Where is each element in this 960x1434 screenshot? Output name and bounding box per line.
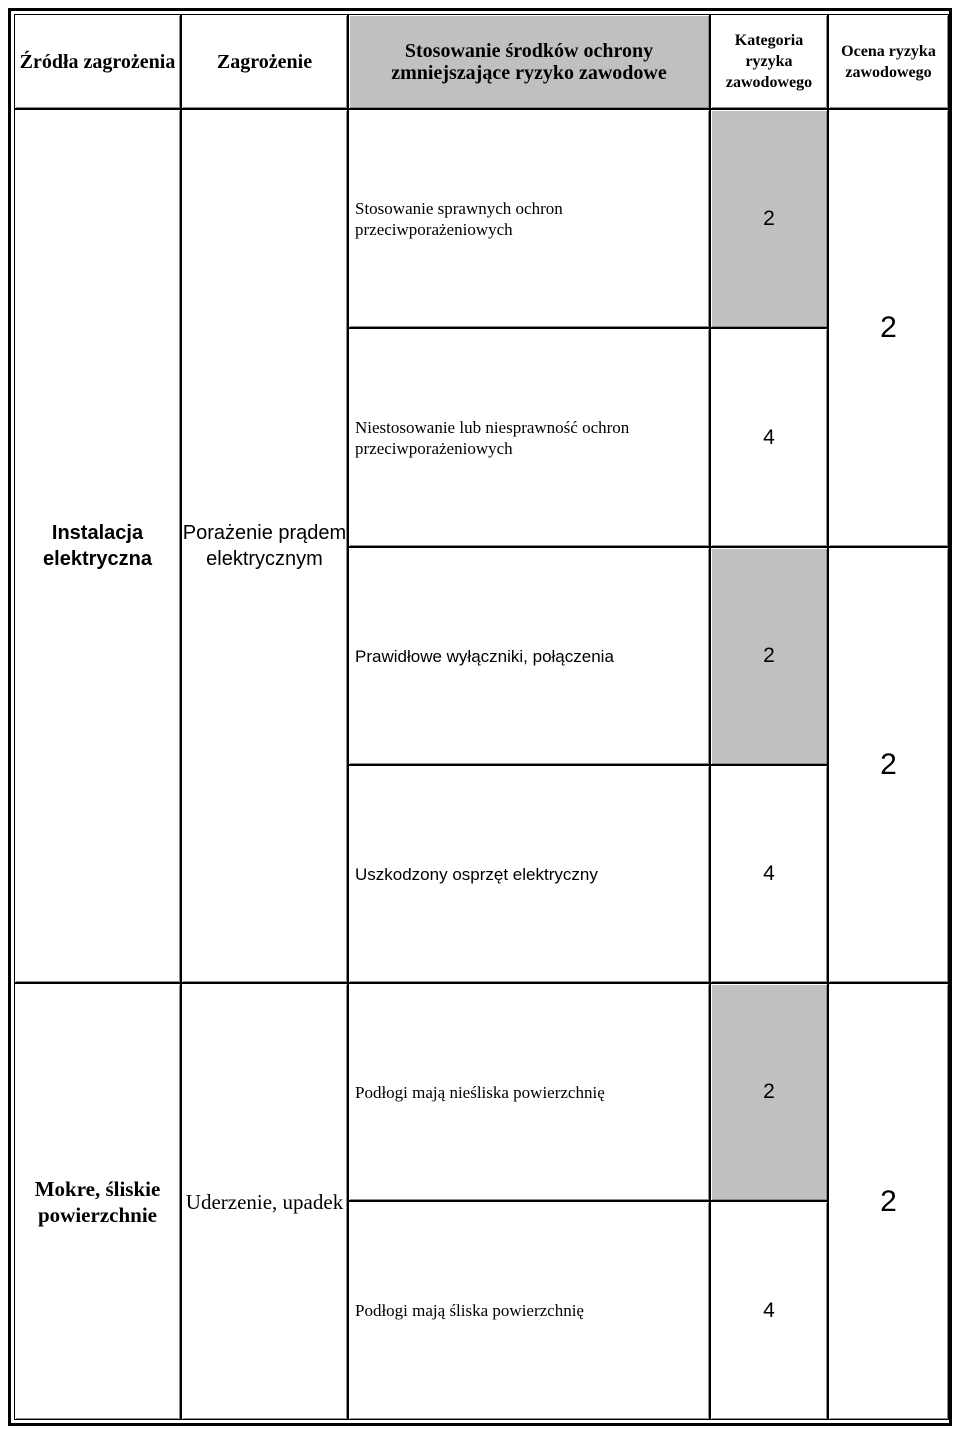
evaluation-value: 2 <box>880 748 897 781</box>
measure-cell <box>348 547 710 765</box>
header-cell-sources <box>14 14 181 109</box>
measure-text: Podłogi mają śliska powierzchnię <box>355 1301 584 1320</box>
measure-cell <box>348 983 710 1201</box>
category-value: 2 <box>763 1080 775 1103</box>
category-value: 4 <box>763 425 775 449</box>
category-value: 4 <box>763 1298 775 1322</box>
evaluation-cell <box>828 983 949 1420</box>
measure-text: Uszkodzony osprzęt elektryczny <box>355 864 598 884</box>
measure-text: Prawidłowe wyłączniki, połączenia <box>355 646 614 666</box>
header-cell-hazard <box>181 14 348 109</box>
category-value: 2 <box>763 206 775 230</box>
source-cell <box>14 983 181 1420</box>
measure-cell <box>348 109 710 328</box>
evaluation-cell <box>828 547 949 983</box>
header-hazard: Zagrożenie <box>216 50 313 73</box>
measure-text: Stosowanie sprawnych ochron przeciwporażeniowych <box>355 198 563 239</box>
category-cell <box>710 983 828 1201</box>
hazard-label: Uderzenie, upadek <box>185 1189 344 1214</box>
evaluation-cell <box>828 109 949 547</box>
category-value: 4 <box>763 862 775 885</box>
measure-text: Niestosowanie lub niesprawność ochron przeciwporażeniowych <box>355 417 630 458</box>
source-label: Mokre, śliskie powierzchnie <box>34 1176 161 1227</box>
source-label: Instalacja elektryczna <box>43 522 152 570</box>
category-cell <box>710 328 828 547</box>
header-measures: Stosowanie środków ochrony zmniejszające ryzyko zawodowe <box>391 39 667 84</box>
header-evaluation: Ocena ryzyka zawodowego <box>841 42 936 81</box>
hazard-label: Porażenie prądem elektrycznym <box>182 522 347 570</box>
header-category: Kategoria ryzyka zawodowego <box>725 32 813 91</box>
measure-text: Podłogi mają nieśliska powierzchnię <box>355 1082 605 1102</box>
hazard-cell <box>181 983 348 1420</box>
header-sources: Źródła zagrożenia <box>19 50 176 73</box>
category-cell <box>710 1201 828 1420</box>
hazard-cell <box>181 109 348 983</box>
risk-assessment-table <box>8 8 952 1426</box>
category-cell <box>710 109 828 328</box>
measure-cell <box>348 765 710 983</box>
measure-cell <box>348 1201 710 1420</box>
evaluation-value: 2 <box>880 311 897 344</box>
header-cell-measures <box>348 14 710 109</box>
category-cell <box>710 765 828 983</box>
source-cell <box>14 109 181 983</box>
measure-cell <box>348 328 710 547</box>
category-value: 2 <box>763 644 775 667</box>
header-cell-category <box>710 14 828 109</box>
category-cell <box>710 547 828 765</box>
evaluation-value: 2 <box>880 1184 897 1218</box>
header-cell-evaluation <box>828 14 949 109</box>
